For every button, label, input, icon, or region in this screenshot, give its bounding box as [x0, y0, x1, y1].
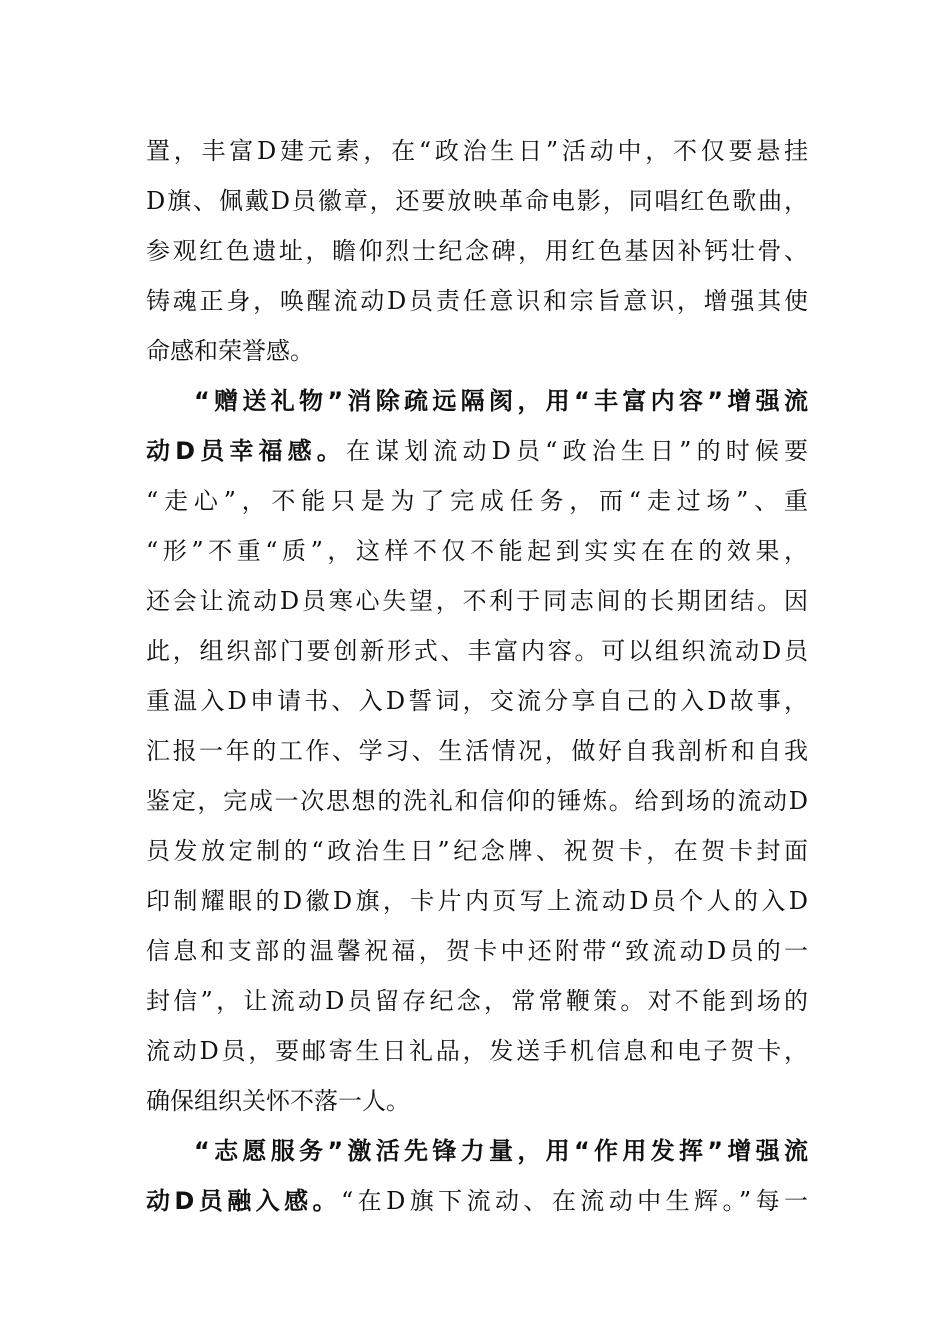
- paragraph-2-line-5: 还会让流动D员寒心失望，不利于同志间的长期团结。因: [146, 587, 808, 615]
- paragraph-2-line-14: 流动D员，要邮寄生日礼品，发送手机信息和电子贺卡，: [146, 1037, 808, 1065]
- paragraph-2-line-6: 此，组织部门要创新形式、丰富内容。可以组织流动D员: [146, 637, 808, 665]
- paragraph-2-line-11: 印制耀眼的D徽D旗，卡片内页写上流动D员个人的入D: [146, 887, 808, 915]
- paragraph-1-line-4: 铸魂正身，唤醒流动D员责任意识和宗旨意识，增强其使: [146, 287, 808, 315]
- paragraph-3-line-2: [146, 1176, 808, 1226]
- paragraph-3-heading-part-2: 动D员融入感。: [146, 1187, 341, 1215]
- paragraph-2-line-15: 确保组织关怀不落一人。: [146, 1087, 410, 1115]
- paragraph-2-line-8: 汇报一年的工作、学习、生活情况，做好自我剖析和自我: [146, 737, 808, 765]
- paragraph-2-line-4: “形”不重“质”，这样不仅不能起到实实在在的效果，: [146, 537, 808, 565]
- paragraph-2-line-9: 鉴定，完成一次思想的洗礼和信仰的锤炼。给到场的流动D: [146, 787, 808, 815]
- paragraph-2-line-2-text: 在谋划流动D员“政治生日”的时候要: [345, 437, 809, 465]
- document-body: [146, 126, 808, 1226]
- paragraph-2-line-2: [146, 426, 808, 476]
- paragraph-1-line-3: 参观红色遗址，瞻仰烈士纪念碑，用红色基因补钙壮骨、: [146, 237, 808, 265]
- paragraph-1-line-2: D旗、佩戴D员徽章，还要放映革命电影，同唱红色歌曲，: [146, 187, 808, 215]
- paragraph-1-line-1: 置，丰富D建元素，在“政治生日”活动中，不仅要悬挂: [146, 137, 808, 165]
- paragraph-2-heading-part-2: 动D员幸福感。: [146, 437, 346, 465]
- paragraph-3-heading-line-1: [146, 1126, 808, 1176]
- paragraph-2-line-10: 员发放定制的“政治生日”纪念牌、祝贺卡，在贺卡封面: [146, 837, 808, 865]
- paragraph-3-heading-part-1: “志愿服务”激活先锋力量，用“作用发挥”增强流: [194, 1137, 808, 1165]
- paragraph-2-line-7: 重温入D申请书、入D誓词，交流分享自己的入D故事，: [146, 687, 808, 715]
- paragraph-2-line-12: 信息和支部的温馨祝福，贺卡中还附带“致流动D员的一: [146, 937, 808, 965]
- paragraph-2-line-3: “走心”，不能只是为了完成任务，而“走过场”、重: [146, 487, 808, 515]
- paragraph-2-heading-line-1: [146, 376, 808, 426]
- paragraph-2-heading-part-1: “赠送礼物”消除疏远隔阂，用“丰富内容”增强流: [194, 387, 808, 415]
- paragraph-2-line-13: 封信”，让流动D员留存纪念，常常鞭策。对不能到场的: [146, 987, 808, 1015]
- paragraph-3-line-2-text: “在D旗下流动、在流动中生辉。”每一: [340, 1187, 809, 1215]
- paragraph-1-line-5: 命感和荣誉感。: [146, 337, 314, 365]
